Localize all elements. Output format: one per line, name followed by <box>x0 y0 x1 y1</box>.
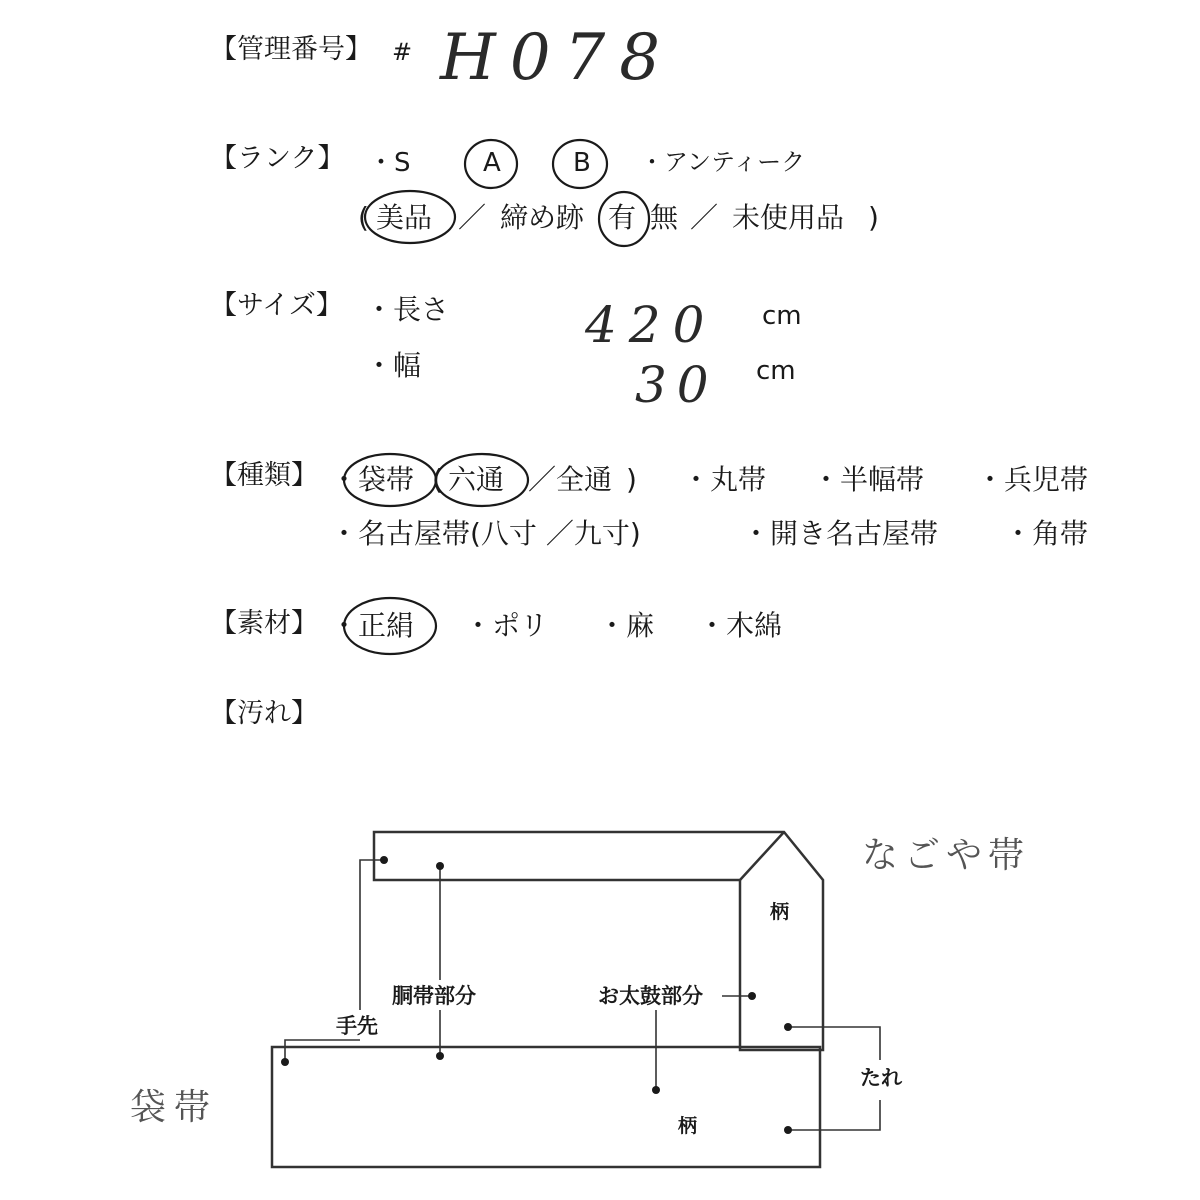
rank-paren-close: ) <box>868 201 879 234</box>
circle-rank-a <box>465 140 517 188</box>
circle-silk <box>344 598 436 654</box>
gara-nagoya-label: 柄 <box>770 901 790 923</box>
material-cotton: ・木綿 <box>698 609 783 642</box>
dot-tare-nagoya <box>784 1023 792 1031</box>
dot-tare-fukuro <box>784 1126 792 1134</box>
unused-item: 未使用品 <box>732 201 845 234</box>
size-label: 【サイズ】 <box>210 290 343 321</box>
type-label: 【種類】 <box>210 460 318 491</box>
dot-otaiko-nagoya <box>748 992 756 1000</box>
tie-marks-no: 無 <box>650 201 679 234</box>
tie-marks: 締め跡 <box>500 201 585 234</box>
nagoya-fold-line <box>740 832 784 880</box>
dot-tesaki-fukuro <box>281 1058 289 1066</box>
rank-option-antique: ・アンティーク <box>640 148 806 176</box>
rank-option-s: ・S <box>368 148 411 178</box>
condition-beauty: 美品 <box>376 201 433 234</box>
tesaki-label: 手先 <box>336 1014 378 1038</box>
type-fukuro: 袋帯 <box>358 463 415 496</box>
material-silk: 正絹 <box>358 609 415 642</box>
nagoya-obi-title: なごや帯 <box>862 835 1031 876</box>
rank-label: 【ランク】 <box>210 143 345 174</box>
type-nagoya: ・名古屋帯(八寸 ／九寸) <box>330 517 641 550</box>
type-hiraki-nagoya: ・開き名古屋帯 <box>742 517 939 550</box>
gara-fukuro-label: 柄 <box>678 1115 698 1137</box>
tare-connector-lower <box>788 1100 880 1130</box>
width-value: 30 <box>635 356 719 414</box>
type-zentsu: 全通 <box>556 463 613 496</box>
fukuro-obi-shape <box>272 1047 820 1167</box>
dot-otaiko-fukuro <box>652 1086 660 1094</box>
rank-sep-1: ／ <box>458 201 487 234</box>
material-bullet: ・ <box>330 609 359 642</box>
circle-rokutsu <box>436 454 528 506</box>
tare-connector-upper <box>788 1027 880 1060</box>
type-heko: ・兵児帯 <box>976 463 1089 496</box>
type-rokutsu: 六通 <box>448 463 505 496</box>
material-poly: ・ポリ <box>464 609 549 642</box>
tie-marks-yes: 有 <box>608 201 637 234</box>
otaiko-label: お太鼓部分 <box>598 984 703 1008</box>
type-paren-close: ) <box>626 463 637 496</box>
hash-symbol: # <box>392 38 413 66</box>
rank-option-b: B <box>573 148 591 178</box>
length-unit: cm <box>762 301 802 331</box>
tesaki-connector <box>360 860 384 1010</box>
tare-label: たれ <box>860 1066 902 1090</box>
circle-fukuro <box>344 454 436 506</box>
type-bullet: ・ <box>330 463 359 496</box>
type-maru: ・丸帯 <box>682 463 767 496</box>
width-unit: cm <box>756 356 796 386</box>
fukuro-obi-title: 袋帯 <box>130 1087 219 1128</box>
management-number: H078 <box>440 21 674 95</box>
tesaki-connector-lower <box>285 1040 360 1062</box>
dot-dobu-fukuro <box>436 1052 444 1060</box>
rank-option-a: A <box>483 148 501 178</box>
type-hanhaba: ・半幅帯 <box>812 463 925 496</box>
material-label: 【素材】 <box>210 608 318 639</box>
rank-sep-2: ／ <box>690 201 719 234</box>
width-label: ・幅 <box>365 349 422 382</box>
dot-dobu-nagoya <box>436 862 444 870</box>
stain-label: 【汚れ】 <box>210 698 318 729</box>
circle-rank-b <box>553 140 607 188</box>
type-sep: ／ <box>528 463 557 496</box>
circle-beauty <box>365 191 455 243</box>
type-paren-open: ( <box>432 463 443 496</box>
material-hemp: ・麻 <box>598 609 655 642</box>
rank-paren-open: ( <box>358 201 369 234</box>
management-label: 【管理番号】 <box>210 34 372 65</box>
type-kaku: ・角帯 <box>1004 517 1089 550</box>
dobu-label: 胴帯部分 <box>392 984 476 1008</box>
dot-tesaki-nagoya <box>380 856 388 864</box>
length-label: ・長さ <box>365 293 450 326</box>
length-value: 420 <box>585 296 717 354</box>
circle-tie-yes <box>599 192 649 246</box>
